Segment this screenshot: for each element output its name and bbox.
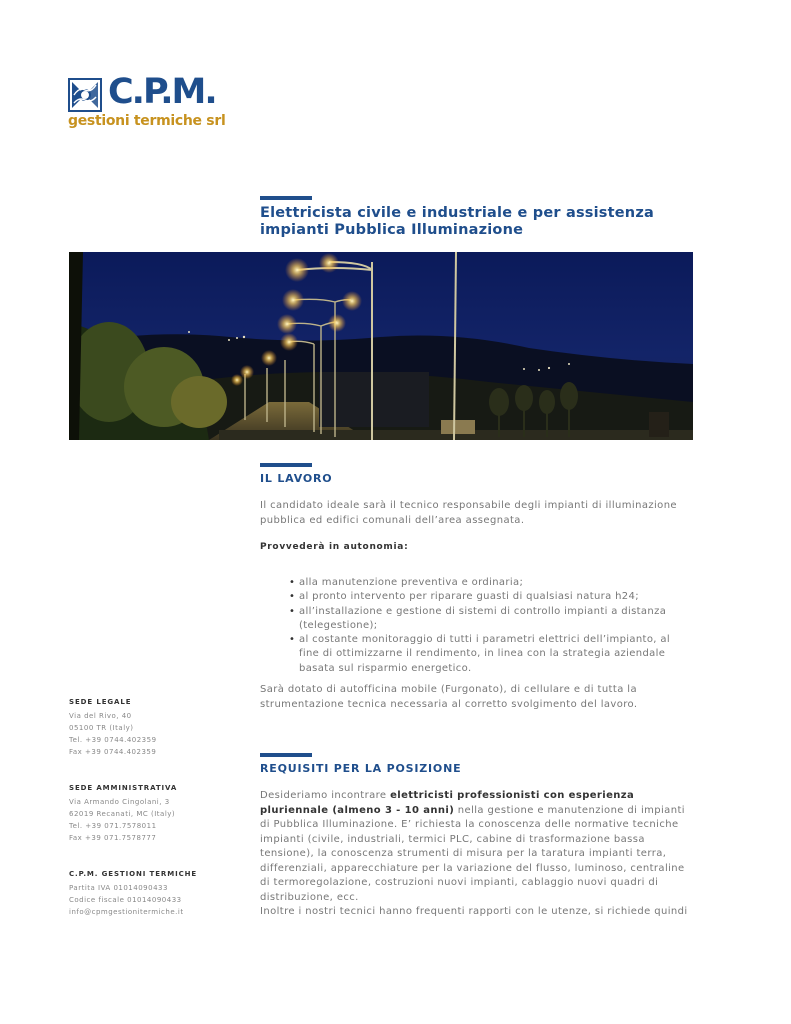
work-heading: IL LAVORO: [260, 472, 333, 485]
sidebar-legal: [69, 698, 229, 758]
work-intro: Il candidato ideale sarà il tecnico responsabile degli impianti di illuminazione pubblica ed edifici comunali dell’area assegnata.: [260, 500, 677, 526]
admin-line: Tel. +39 071.7578011: [69, 822, 157, 830]
cpm-logo-mark-icon: [68, 78, 102, 112]
job-title-line-2: impianti Pubblica Illuminazione: [260, 222, 524, 238]
street-lights-photo: [69, 252, 693, 440]
legal-line: 05100 TR (Italy): [69, 724, 134, 732]
requirements-line-2: Inoltre i nostri tecnici hanno frequenti rapporti con le utenze, si richiede quindi: [260, 906, 688, 917]
work-rule: [260, 463, 312, 467]
legal-line: Fax +39 0744.402359: [69, 748, 157, 756]
job-title: [260, 205, 700, 239]
legal-line: Via del Rivo, 40: [69, 712, 132, 720]
requirements-body: nella gestione e manutenzione di impianti di Pubblica Illuminazione. E’ richiesta la conoscenza delle normative tecniche impianti (civile, industriali, termici PLC, cabine di trasformazione bassa tensione), la conoscenza strumenti di misura per la taratura impianti terra, differenziali, apparecchiature per la variazione del flusso, luminoso, centraline di termoregolazione, costruzioni nuovi impianti, cablaggio nuovi quadri di distribuzione, ecc.: [260, 804, 685, 903]
list-item: • alla manutenzione preventiva e ordinaria;: [289, 576, 689, 590]
sidebar-company: [69, 870, 229, 918]
admin-heading: SEDE AMMINISTRATIVA: [69, 784, 178, 792]
requirements-heading: REQUISITI PER LA POSIZIONE: [260, 762, 462, 775]
logo-tagline: gestioni termiche srl: [68, 113, 226, 129]
company-line: Partita IVA 01014090433: [69, 884, 168, 892]
list-item: • al costante monitoraggio di tutti i parametri elettrici dell’impianto, al fine di ottimizzarne il rendimento, in linea con la strategia aziendale basata sul risparmio energetico.: [289, 633, 689, 676]
title-rule: [260, 196, 312, 200]
admin-line: Fax +39 071.7578777: [69, 834, 157, 842]
requirements-bold: elettricisti professionisti con esperienza pluriennale (almeno 3 - 10 anni): [260, 790, 635, 816]
duties-list: [289, 576, 689, 676]
requirements-lead: Desideriamo incontrare: [260, 790, 391, 801]
work-subheading: Provvederà in autonomia:: [260, 542, 409, 552]
sidebar-admin: [69, 784, 229, 844]
admin-line: Via Armando Cingolani, 3: [69, 798, 170, 806]
list-item: • all’installazione e gestione di sistemi di controllo impianti a distanza (telegestione);: [289, 605, 689, 634]
company-email: info@cpmgestionitermiche.it: [69, 908, 184, 916]
list-item: • al pronto intervento per riparare guasti di qualsiasi natura h24;: [289, 590, 689, 604]
company-logo: [68, 72, 228, 132]
logo-brand-text: C.P.M.: [108, 72, 216, 112]
job-title-line-1: Elettricista civile e industriale e per assistenza: [260, 205, 654, 221]
legal-line: Tel. +39 0744.402359: [69, 736, 157, 744]
company-heading: C.P.M. GESTIONI TERMICHE: [69, 870, 198, 878]
admin-line: 62019 Recanati, MC (Italy): [69, 810, 176, 818]
requirements-rule: [260, 753, 312, 757]
work-closing: Sarà dotato di autofficina mobile (Furgonato), di cellulare e di tutta la strumentazione tecnica necessaria al corretto svolgimento del lavoro.: [260, 684, 638, 710]
company-line: Codice fiscale 01014090433: [69, 896, 182, 904]
legal-heading: SEDE LEGALE: [69, 698, 132, 706]
requirements-text: [260, 789, 692, 920]
